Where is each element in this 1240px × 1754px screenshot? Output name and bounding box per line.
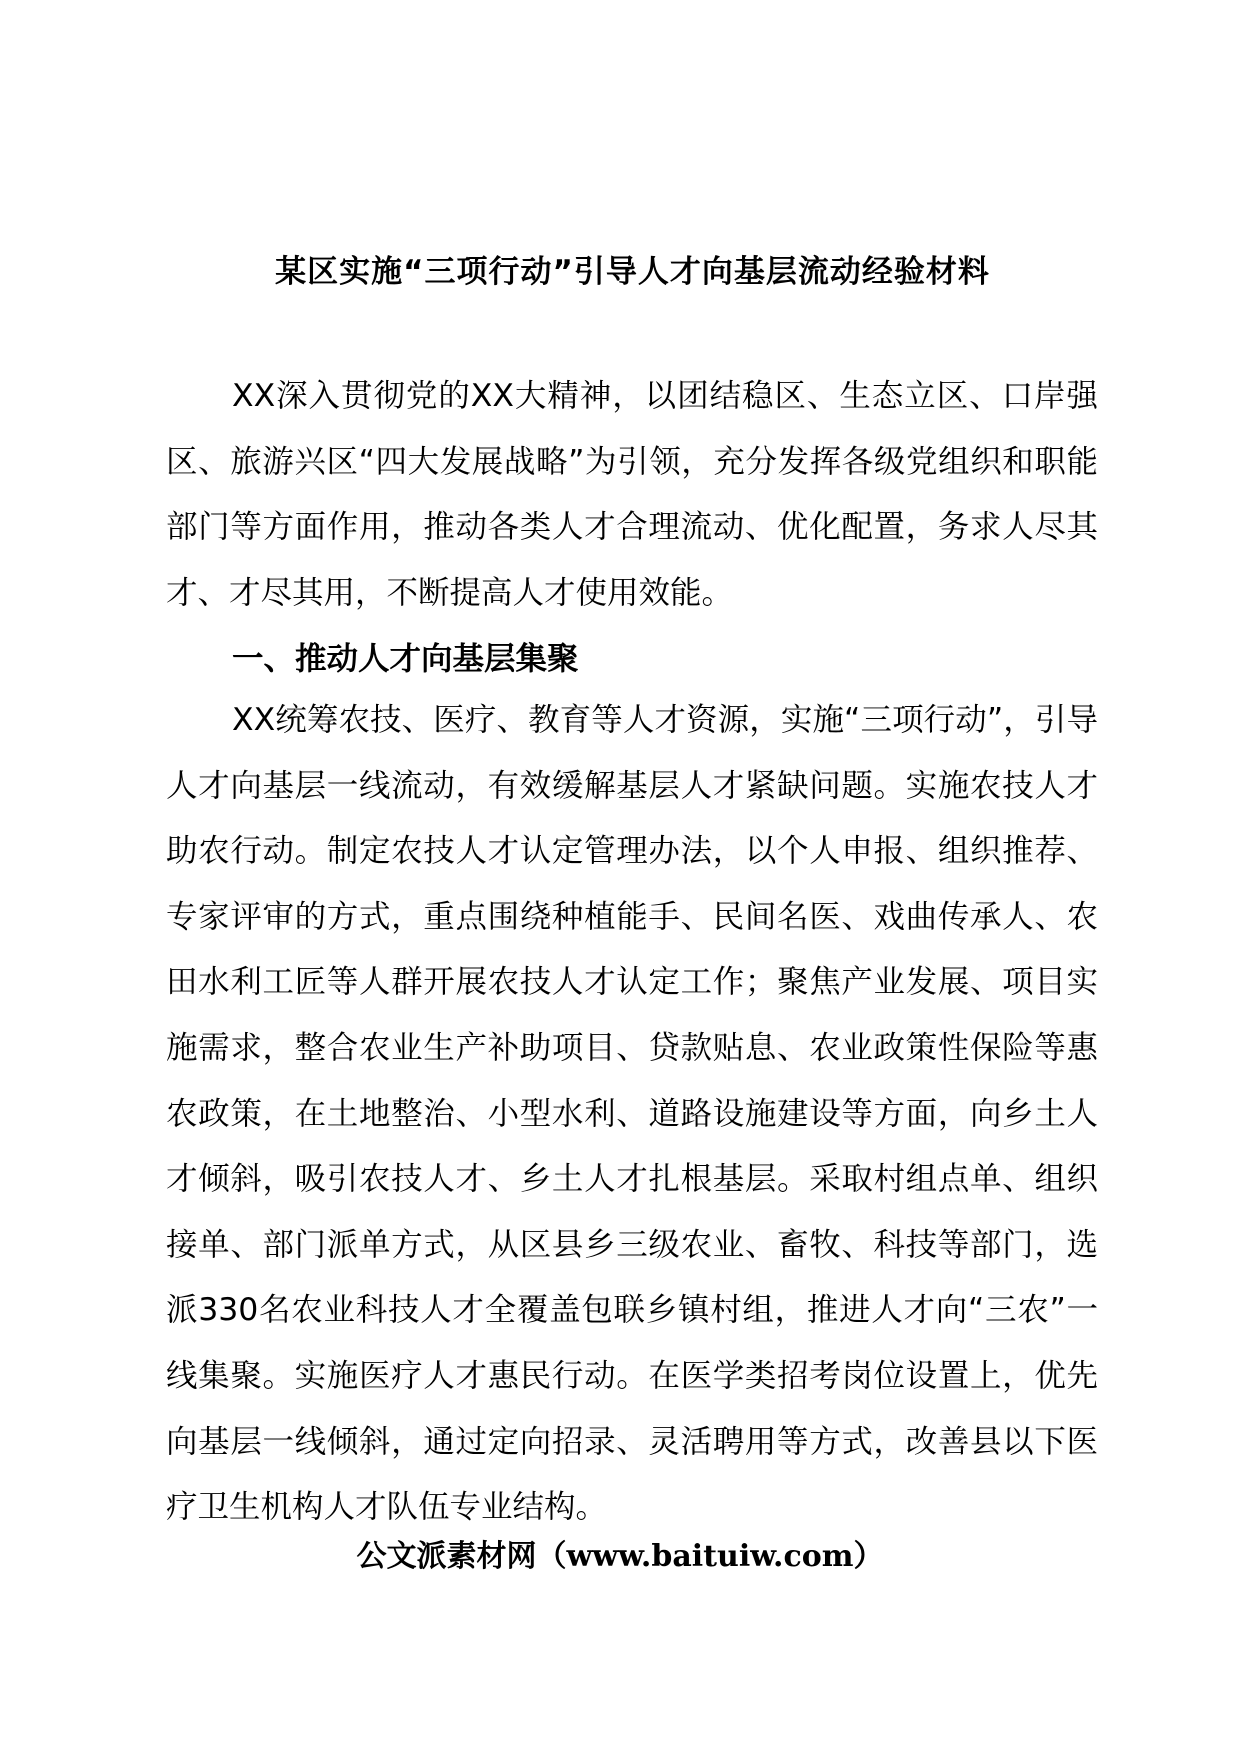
intro-paragraph: XX深入贯彻党的XX大精神，以团结稳区、生态立区、口岸强区、旅游兴区“四大发展战略”为引领，充分发挥各级党组织和职能部门等方面作用，推动各类人才合理流动、优化配置，务求人尽其才、才尽其用，不断提高人才使用效能。 [166,378,1098,611]
document-title: 某区实施“三项行动”引导人才向基层流动经验材料 [275,254,990,290]
watermark-footer: 公文派素材网（www.baituiw.com） [356,1539,884,1574]
body-paragraph: XX统筹农技、医疗、教育等人才资源，实施“三项行动”，引导人才向基层一线流动，有效缓解基层人才紧缺问题。实施农技人才助农行动。制定农技人才认定管理办法，以个人申报、组织推荐、专家评审的方式，重点围绕种植能手、民间名医、戏曲传承人、农田水利工匠等人群开展农技人才认定工作；聚焦产业发展、项目实施需求，整合农业生产补助项目、贷款贴息、农业政策性保险等惠农政策，在土地整治、小型水利、道路设施建设等方面，向乡土人才倾斜，吸引农技人才、乡土人才扎根基层。采取村组点单、组织接单、部门派单方式，从区县乡三级农业、畜牧、科技等部门，选派330名农业科技人才全覆盖包联乡镇村组，推进人才向“三农”一线集聚。实施医疗人才惠民行动。在医学类招考岗位设置上，优先向基层一线倾斜，通过定向招录、灵活聘用等方式，改善县以下医疗卫生机构人才队伍专业结构。 [166,702,1098,1526]
section-heading: 一、推动人才向基层集聚 [232,641,579,677]
